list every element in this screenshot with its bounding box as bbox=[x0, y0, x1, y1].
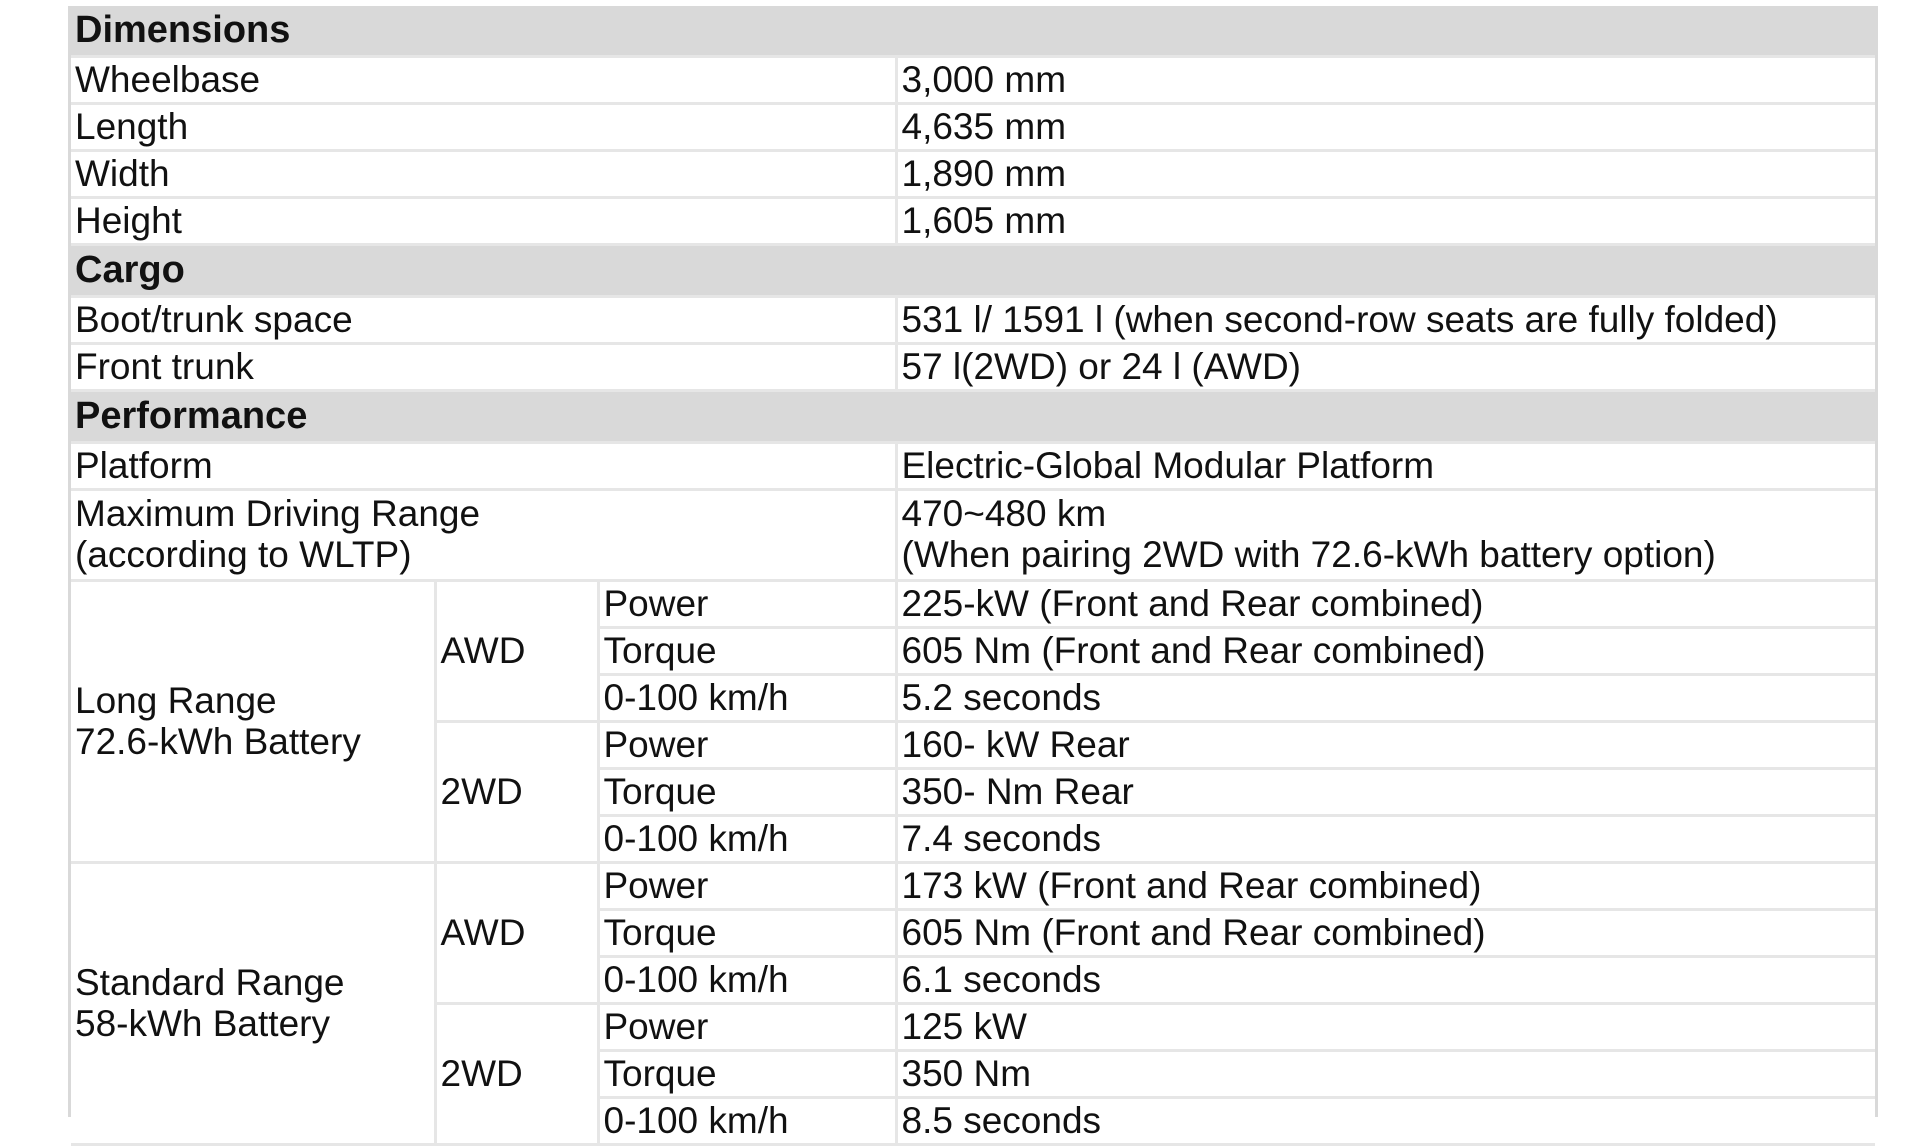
spec-value: 173 kW (Front and Rear combined) bbox=[896, 863, 1875, 910]
spec-label bbox=[71, 490, 896, 581]
spec-name: Power bbox=[598, 581, 896, 628]
table-row bbox=[71, 443, 1875, 490]
spec-label: Front trunk bbox=[71, 344, 896, 391]
section-header-cargo bbox=[71, 245, 1875, 297]
drive-type: 2WD bbox=[435, 1004, 598, 1145]
spec-label: Platform bbox=[71, 443, 896, 490]
battery-group-label bbox=[71, 863, 435, 1145]
spec-value bbox=[896, 490, 1875, 581]
spec-label: Height bbox=[71, 198, 896, 245]
spec-name: Torque bbox=[598, 910, 896, 957]
spec-value-line: 470~480 km bbox=[901, 493, 1107, 535]
table-row bbox=[71, 863, 1875, 910]
table-row bbox=[71, 344, 1875, 391]
spec-name: 0-100 km/h bbox=[598, 816, 896, 863]
spec-value: 605 Nm (Front and Rear combined) bbox=[896, 628, 1875, 675]
section-title: Dimensions bbox=[71, 6, 1875, 57]
spec-value: 531 l/ 1591 l (when second-row seats are fully folded) bbox=[896, 297, 1875, 344]
battery-group-line: Long Range bbox=[75, 679, 277, 721]
spec-label-line: (according to WLTP) bbox=[75, 534, 412, 575]
spec-value: 125 kW bbox=[896, 1004, 1875, 1051]
spec-value: 8.5 seconds bbox=[896, 1098, 1875, 1145]
drive-type: AWD bbox=[435, 863, 598, 1004]
section-title: Cargo bbox=[71, 245, 1875, 297]
spec-name: Torque bbox=[598, 769, 896, 816]
spec-value: 605 Nm (Front and Rear combined) bbox=[896, 910, 1875, 957]
spec-label-line: Maximum Driving Range bbox=[75, 493, 481, 535]
spec-name: 0-100 km/h bbox=[598, 1098, 896, 1145]
battery-group-label bbox=[71, 581, 435, 863]
table-row bbox=[71, 104, 1875, 151]
spec-name: Torque bbox=[598, 628, 896, 675]
spec-value: 3,000 mm bbox=[896, 57, 1875, 104]
battery-group-line: 72.6-kWh Battery bbox=[75, 720, 361, 762]
battery-group-line: 58-kWh Battery bbox=[75, 1002, 330, 1044]
spec-value: 1,605 mm bbox=[896, 198, 1875, 245]
spec-name: 0-100 km/h bbox=[598, 675, 896, 722]
spec-label: Boot/trunk space bbox=[71, 297, 896, 344]
section-title: Performance bbox=[71, 391, 1875, 443]
spec-table bbox=[71, 6, 1875, 1146]
table-row bbox=[71, 198, 1875, 245]
spec-name: Power bbox=[598, 722, 896, 769]
section-header-dimensions bbox=[71, 6, 1875, 57]
drive-type: 2WD bbox=[435, 722, 598, 863]
spec-label: Wheelbase bbox=[71, 57, 896, 104]
spec-value: 350 Nm bbox=[896, 1051, 1875, 1098]
section-header-performance bbox=[71, 391, 1875, 443]
table-row bbox=[71, 297, 1875, 344]
spec-label: Length bbox=[71, 104, 896, 151]
spec-label: Width bbox=[71, 151, 896, 198]
battery-group-line: Standard Range bbox=[75, 961, 345, 1003]
spec-value: Electric-Global Modular Platform bbox=[896, 443, 1875, 490]
table-row bbox=[71, 490, 1875, 581]
table-row bbox=[71, 57, 1875, 104]
spec-value: 1,890 mm bbox=[896, 151, 1875, 198]
spec-value: 225-kW (Front and Rear combined) bbox=[896, 581, 1875, 628]
spec-value: 7.4 seconds bbox=[896, 816, 1875, 863]
spec-name: Power bbox=[598, 1004, 896, 1051]
spec-value: 160- kW Rear bbox=[896, 722, 1875, 769]
table-row bbox=[71, 151, 1875, 198]
spec-value-line: (When pairing 2WD with 72.6-kWh battery option) bbox=[901, 534, 1716, 575]
spec-value: 57 l(2WD) or 24 l (AWD) bbox=[896, 344, 1875, 391]
spec-value: 6.1 seconds bbox=[896, 957, 1875, 1004]
spec-sheet bbox=[68, 6, 1878, 1141]
spec-name: Torque bbox=[598, 1051, 896, 1098]
spec-name: Power bbox=[598, 863, 896, 910]
spec-value: 350- Nm Rear bbox=[896, 769, 1875, 816]
spec-value: 4,635 mm bbox=[896, 104, 1875, 151]
table-row bbox=[71, 581, 1875, 628]
drive-type: AWD bbox=[435, 581, 598, 722]
spec-value: 5.2 seconds bbox=[896, 675, 1875, 722]
spec-name: 0-100 km/h bbox=[598, 957, 896, 1004]
